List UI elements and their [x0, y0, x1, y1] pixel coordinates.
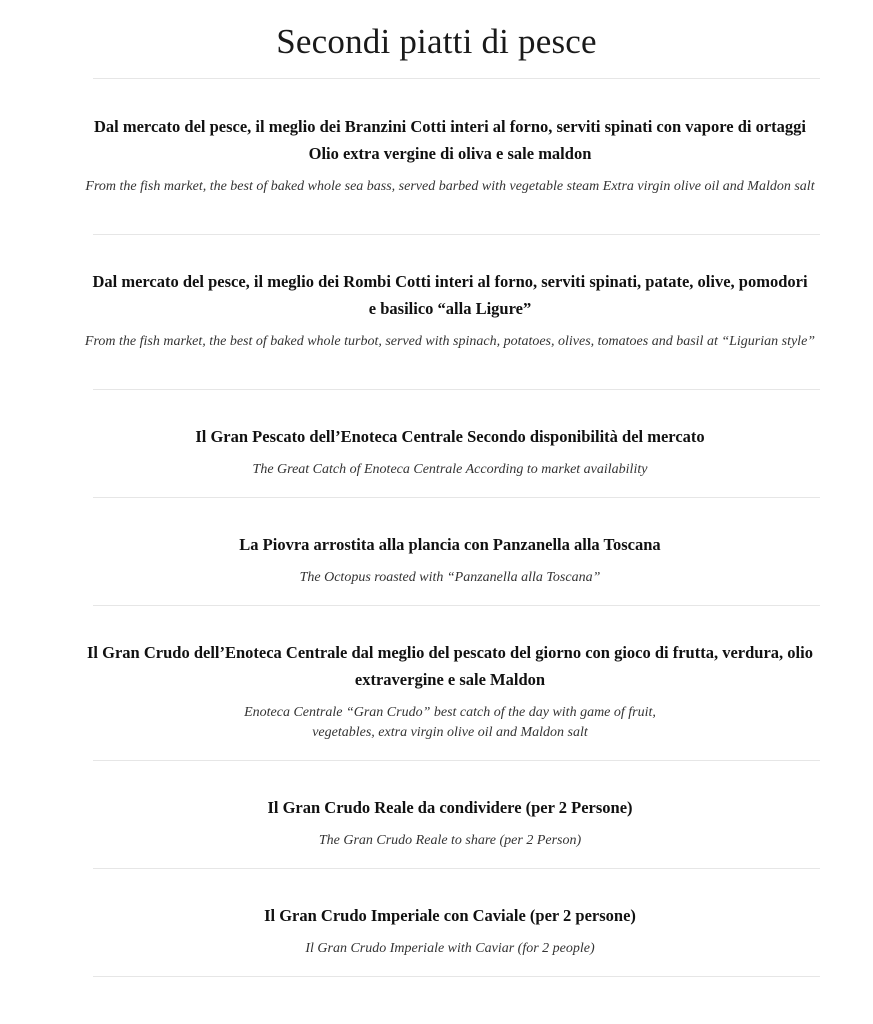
menu-item	[80, 531, 820, 588]
dish-name-italian: Il Gran Crudo Imperiale con Caviale (per 2 persone)	[264, 906, 636, 925]
dish-description-english: Il Gran Crudo Imperiale with Caviar (for 2 people)	[305, 941, 595, 956]
item-divider	[93, 868, 820, 869]
menu-item	[80, 113, 820, 197]
dish-description-english: The Great Catch of Enoteca Centrale According to market availability	[252, 462, 648, 477]
dish-name-italian: La Piovra arrostita alla plancia con Panzanella alla Toscana	[239, 535, 661, 554]
menu-item	[80, 639, 820, 743]
dish-description-english: The Octopus roasted with “Panzanella alla Toscana”	[299, 570, 601, 585]
dish-name-italian: Il Gran Crudo dell’Enoteca Centrale dal meglio del pescato del giorno con gioco di frutta, verdura, olio extravergine e sale Maldon	[87, 643, 813, 689]
dish-description-english: Enoteca Centrale “Gran Crudo” best catch of the day with game of fruit, vegetables, extra virgin olive oil and Maldon salt	[244, 705, 656, 740]
item-divider	[93, 234, 820, 235]
item-divider	[93, 605, 820, 606]
menu-item	[80, 902, 820, 959]
item-divider	[93, 976, 820, 977]
title-divider	[93, 78, 820, 79]
menu-item	[80, 423, 820, 480]
item-divider	[93, 760, 820, 761]
dish-description-english: From the fish market, the best of baked whole sea bass, served barbed with vegetable steam Extra virgin olive oil and Maldon salt	[85, 179, 815, 194]
menu-item	[80, 794, 820, 851]
dish-description-english: The Gran Crudo Reale to share (per 2 Person)	[318, 833, 582, 848]
dish-name-italian: Il Gran Crudo Reale da condividere (per 2 Persone)	[267, 798, 633, 817]
menu-item	[80, 268, 820, 352]
page-title: Secondi piatti di pesce	[276, 22, 597, 61]
dish-name-italian: Dal mercato del pesce, il meglio dei Branzini Cotti interi al forno, serviti spinati con vapore di ortaggi Olio extra vergine di oliva e sale maldon	[93, 117, 806, 163]
dish-name-italian: Dal mercato del pesce, il meglio dei Rombi Cotti interi al forno, serviti spinati, patate, olive, pomodori e basilico “alla Ligure”	[92, 272, 808, 318]
dish-description-english: From the fish market, the best of baked whole turbot, served with spinach, potatoes, olives, tomatoes and basil at “Ligurian style”	[84, 334, 816, 349]
item-divider	[93, 389, 820, 390]
item-divider	[93, 497, 820, 498]
dish-name-italian: Il Gran Pescato dell’Enoteca Centrale Secondo disponibilità del mercato	[195, 427, 705, 446]
